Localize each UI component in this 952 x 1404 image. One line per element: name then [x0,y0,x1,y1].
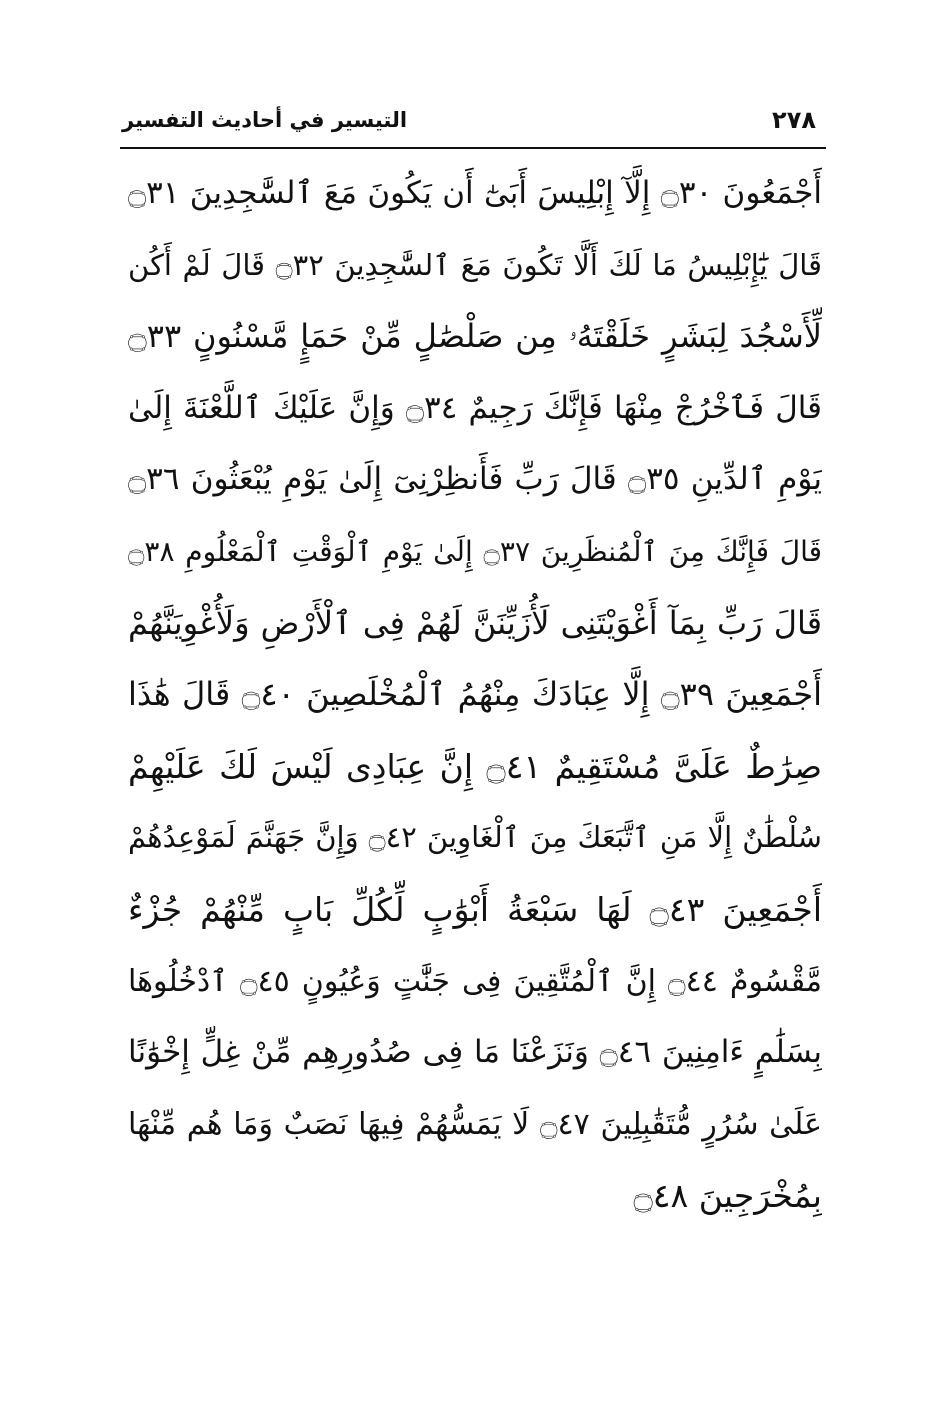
running-title: التيسير في أحاديث التفسير [122,108,408,132]
verse-line: يَوْمِ ٱلدِّينِ ۝٣٥ قَالَ رَبِّ فَأَنظِرْنِىٓ إِلَىٰ يَوْمِ يُبْعَثُونَ ۝٣٦ [128,461,822,498]
verse-line: مَّقْسُومٌ ۝٤٤ إِنَّ ٱلْمُتَّقِينَ فِى جَنَّٰتٍ وَعُيُونٍ ۝٤٥ ٱدْخُلُوهَا [128,963,822,999]
verse-line: أَجْمَعُونَ ۝٣٠ إِلَّآ إِبْلِيسَ أَبَىٰٓ أَن يَكُونَ مَعَ ٱلسَّٰجِدِينَ ۝٣١ [128,175,822,211]
verse-line: صِرَٰطٌ عَلَىَّ مُسْتَقِيمٌ ۝٤١ إِنَّ عِبَادِى لَيْسَ لَكَ عَلَيْهِمْ [128,746,822,786]
verse-line: أَجْمَعِينَ ۝٣٩ إِلَّا عِبَادَكَ مِنْهُمُ ٱلْمُخْلَصِينَ ۝٤٠ قَالَ هَٰذَا [128,675,822,714]
page-number: ٢٧٨ [772,106,816,134]
verse-line: قَالَ يَٰٓإِبْلِيسُ مَا لَكَ أَلَّا تَكُونَ مَعَ ٱلسَّٰجِدِينَ ۝٣٢ قَالَ لَمْ أَكُن [128,247,822,282]
verse-line: قَالَ فَإِنَّكَ مِنَ ٱلْمُنظَرِينَ ۝٣٧ إِلَىٰ يَوْمِ ٱلْوَقْتِ ٱلْمَعْلُومِ ۝٣٨ [128,534,822,568]
verse-line: عَلَىٰ سُرُرٍ مُّتَقَٰبِلِينَ ۝٤٧ لَا يَمَسُّهُمْ فِيهَا نَصَبٌ وَمَا هُم مِّنْهَا [128,1106,822,1142]
page-header [122,106,822,144]
verse-line: أَجْمَعِينَ ۝٤٣ لَهَا سَبْعَةُ أَبْوَٰبٍ لِّكُلِّ بَابٍ مِّنْهُمْ جُزْءٌ [128,889,822,929]
verse-block [128,158,822,1232]
verse-line: سُلْطَٰنٌ إِلَّا مَنِ ٱتَّبَعَكَ مِنَ ٱلْغَاوِينَ ۝٤٢ وَإِنَّ جَهَنَّمَ لَمَوْعِدُهُمْ [128,820,822,855]
verse-line: قَالَ رَبِّ بِمَآ أَغْوَيْتَنِى لَأُزَيِّنَنَّ لَهُمْ فِى ٱلْأَرْضِ وَلَأُغْوِيَنَّهُمْ [128,603,822,642]
header-rule [120,147,826,149]
verse-line: لِّأَسْجُدَ لِبَشَرٍ خَلَقْتَهُۥ مِن صَلْصَٰلٍ مِّنْ حَمَإٍ مَّسْنُونٍ ۝٣٣ [128,317,822,356]
verse-line: بِسَلَٰمٍ ءَامِنِينَ ۝٤٦ وَنَزَعْنَا مَا فِى صُدُورِهِم مِّنْ غِلٍّ إِخْوَٰنًا [128,1034,822,1071]
verse-line: بِمُخْرَجِينَ ۝٤٨ [633,1176,822,1216]
verse-line: قَالَ فَٱخْرُجْ مِنْهَا فَإِنَّكَ رَجِيمٌ ۝٣٤ وَإِنَّ عَلَيْكَ ٱللَّعْنَةَ إِلَىٰ [128,389,822,426]
